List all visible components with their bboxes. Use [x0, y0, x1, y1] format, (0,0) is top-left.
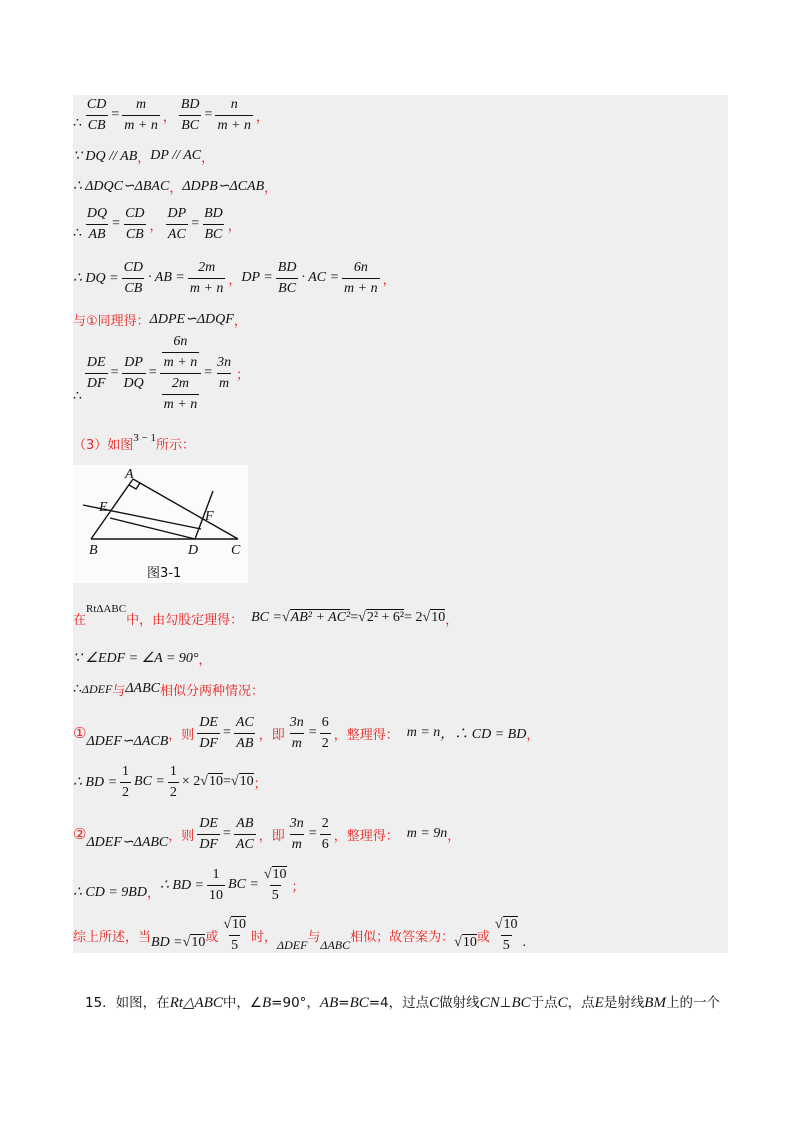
numerator: BD — [204, 205, 223, 221]
fraction — [320, 715, 331, 752]
denominator: DF — [197, 834, 220, 853]
segment-ed — [110, 518, 195, 539]
fraction — [122, 355, 146, 392]
question-text: 是射线 — [603, 995, 645, 1011]
numerator: AB — [236, 815, 254, 831]
denominator: m — [290, 733, 304, 752]
solution-line-6 — [73, 308, 247, 330]
math-expression: ΔABC — [320, 938, 351, 952]
math-expression: BC = — [228, 877, 259, 892]
fraction: $\frac{√10}{5}$ — [223, 916, 247, 953]
math-expression: ∴ CD = 9BD — [73, 885, 147, 900]
radicand: 2² + 6² — [366, 610, 405, 625]
math-variable: AB — [319, 995, 339, 1011]
solution-line-16: 综上所述，当 BD = √10 或 $\frac{√10}{5}$ 时， ΔDEF 与 ΔABC 相似；故答案为： √10 或 $\frac{√10}{5}$ . — [73, 913, 526, 957]
punctuation: ， — [201, 150, 215, 166]
fraction — [85, 355, 108, 392]
fraction — [123, 206, 146, 243]
denominator: BC — [203, 224, 225, 243]
explanation-text: 相似；故答案为： — [350, 929, 455, 945]
punctuation: ， — [256, 109, 270, 125]
label-f: F — [205, 509, 214, 524]
fraction — [120, 764, 131, 801]
numerator: 6 — [321, 714, 329, 730]
math-variable: B — [262, 995, 272, 1011]
numerator: BD — [180, 96, 200, 112]
question-text: =4，过点 — [368, 995, 430, 1011]
math-expression: BC = — [134, 774, 165, 789]
radicand: 10 — [462, 935, 477, 950]
punctuation: ， — [227, 218, 241, 234]
math-expression: × 2 — [181, 774, 201, 789]
math-expression: ΔABC — [125, 681, 160, 696]
explanation-text: 或 — [476, 929, 490, 945]
denominator: m + n — [162, 394, 200, 413]
punctuation: ， — [447, 828, 461, 844]
segment-ac — [133, 479, 238, 539]
math-expression: ΔDEF — [81, 681, 113, 696]
numerator: 10 — [503, 916, 518, 932]
numerator: DE — [199, 815, 218, 831]
explanation-text: ，整理得： — [333, 727, 399, 743]
right-angle-mark — [129, 483, 140, 489]
math-expression: RtΔABC — [86, 603, 127, 615]
geometry-figure — [73, 465, 248, 583]
fraction — [85, 206, 109, 243]
denominator: AC — [166, 224, 188, 243]
numerator: DP — [167, 205, 187, 221]
denominator: BC — [276, 278, 298, 297]
fraction — [288, 816, 306, 853]
math-expression: ，∴ CD = BD — [440, 727, 527, 742]
solution-line-4: ∴ $\frac{DQ}{AB}$ = $\frac{CD}{CB}$ ， $\frac{DP}{AC}$ = $\frac{BD}{BC}$ ， — [73, 203, 241, 245]
radicand: 10 — [239, 774, 254, 789]
explanation-text: 与 — [112, 683, 126, 699]
numerator: 10 — [272, 866, 287, 882]
math-variable: BC — [349, 995, 369, 1011]
math-variable: BM — [644, 995, 666, 1011]
solution-line-1 — [73, 95, 269, 135]
numerator: DP — [124, 354, 143, 370]
label-d: D — [188, 543, 199, 558]
fraction — [276, 260, 299, 297]
triangle-diagram — [73, 465, 248, 583]
explanation-text: 中，由勾股定理得： — [126, 612, 244, 628]
explanation-text: 则 — [181, 727, 195, 743]
solution-line-13: ∴ BD = $\frac{1}{2}$ BC = $\frac{1}{2}$ × 2 √10 = √10 ； — [73, 763, 267, 800]
fraction: $\frac{√10}{5}$ — [494, 916, 518, 953]
punctuation: ， — [198, 652, 212, 668]
solution-line-8 — [73, 432, 195, 454]
math-expression: BC = — [251, 610, 282, 625]
numerator: BD — [277, 259, 297, 275]
math-expression: ∵ DQ // AB — [73, 148, 138, 164]
separator: ， — [169, 180, 183, 196]
denominator: CB — [122, 278, 144, 297]
fraction — [85, 97, 108, 134]
question-text: 上的一个 — [665, 995, 720, 1011]
explanation-text: 时， — [251, 929, 278, 945]
solution-line-10 — [73, 647, 212, 669]
label-e: E — [99, 500, 108, 515]
math-variable: C — [429, 995, 440, 1011]
numerator: n — [230, 96, 238, 112]
math-variable: C — [557, 995, 568, 1011]
numerator — [160, 334, 202, 373]
fraction — [215, 355, 233, 392]
math-expression: ∴ BD = — [159, 877, 205, 893]
radicand: AB² + AC² — [290, 610, 351, 625]
denominator: m + n — [122, 115, 160, 134]
denominator: 5 — [501, 935, 512, 954]
numerator: m — [136, 96, 147, 112]
explanation-text: 所示： — [156, 437, 196, 453]
radicand: 10 — [431, 610, 446, 625]
complex-fraction — [160, 334, 202, 413]
solution-line-12: ① ΔDEF∽ΔACB ， 则 $\frac{DE}{DF}$ = $\frac{AC}{AB}$ ，即 $\frac{3n}{m}$ = $\frac{6}{2}$ ，整理得： m = n ，∴ CD = BD ， — [73, 712, 539, 754]
numerator: 2m — [171, 375, 189, 391]
denominator: m + n — [215, 115, 253, 134]
explanation-text: 或 — [205, 929, 219, 945]
denominator: 5 — [270, 885, 281, 904]
denominator: m — [290, 834, 304, 853]
punctuation: ， — [382, 272, 396, 288]
solution-line-7: ∴ $\frac{DE}{DF}$ = $\frac{DP}{DQ}$ = $\frac{\frac{6n}{m + n}}{\frac{2m}{m + n}}$ = $\frac{3n}{m}$ ； — [73, 333, 250, 412]
math-variable: E — [594, 995, 604, 1011]
numerator: DQ — [86, 205, 108, 221]
math-expression: ∴ ΔDQC∽ΔBAC — [73, 178, 170, 194]
fraction — [234, 715, 256, 752]
explanation-text: 则 — [181, 828, 195, 844]
therefore-symbol: ∴ — [73, 681, 82, 697]
label-b: B — [89, 543, 98, 558]
denominator — [160, 373, 202, 413]
numerator: 2 — [321, 815, 329, 831]
numerator: 10 — [232, 916, 247, 932]
equals: = — [111, 107, 120, 122]
solution-line-3 — [73, 175, 277, 197]
denominator: 2 — [168, 782, 179, 801]
fraction — [207, 867, 225, 904]
question-15 — [85, 991, 720, 1012]
denominator: m + n — [342, 278, 380, 297]
figure-caption: 图3-1 — [147, 566, 182, 581]
therefore-symbol: ∴ — [73, 389, 82, 404]
numerator: 2m — [198, 259, 216, 275]
fraction — [234, 816, 256, 853]
therefore-symbol: ∴ — [73, 116, 82, 131]
explanation-text: 相似分两种情况： — [159, 683, 264, 699]
denominator: AC — [234, 834, 256, 853]
question-text: =90°， — [271, 995, 320, 1011]
fraction — [320, 816, 331, 853]
numerator: 3n — [217, 354, 232, 370]
separator: ， — [168, 828, 182, 844]
punctuation: ； — [236, 367, 250, 383]
numerator: 1 — [212, 866, 220, 882]
fraction — [122, 260, 145, 297]
equals: = — [222, 774, 231, 789]
fraction — [188, 260, 226, 297]
math-expression: ΔDEF∽ΔABC — [86, 835, 169, 850]
math-variable: CN — [479, 995, 500, 1011]
denominator: AB — [234, 733, 255, 752]
math-expression: DP = — [241, 270, 273, 285]
punctuation: ， — [264, 180, 278, 196]
denominator: DQ — [122, 373, 146, 392]
fraction — [168, 764, 179, 801]
explanation-text: ，整理得： — [333, 828, 399, 844]
equals: = — [204, 107, 213, 122]
denominator: DF — [85, 373, 108, 392]
math-expression: ΔDEF∽ΔACB — [86, 734, 169, 749]
denominator: 5 — [229, 935, 240, 954]
explanation-text: 综上所述，当 — [73, 929, 152, 945]
denominator: 2 — [120, 782, 131, 801]
separator: ， — [162, 109, 176, 125]
math-expression: ΔDEF — [277, 938, 308, 952]
denominator: m + n — [162, 352, 200, 371]
numerator: CD — [86, 96, 107, 112]
separator: ， — [149, 218, 163, 234]
math-expression: Rt△ABC — [169, 995, 223, 1011]
equals: = — [350, 610, 359, 625]
denominator: BC — [179, 115, 201, 134]
denominator: CB — [86, 115, 108, 134]
label-c: C — [231, 543, 241, 558]
solution-line-9: 在 RtΔABC 中，由勾股定理得： BC = √AB² + AC² = √2² + 6² = 2 √10 ， — [73, 603, 459, 628]
case-number: ① — [73, 724, 87, 742]
explanation-text: ，即 — [258, 727, 285, 743]
therefore-symbol: ∴ — [73, 226, 82, 241]
denominator: CB — [124, 224, 146, 243]
math-expression: · AB = — [148, 270, 185, 285]
math-expression: ΔDPE∽ΔDQF — [149, 311, 234, 327]
math-expression: · AC = — [301, 270, 340, 285]
denominator: m + n — [188, 278, 226, 297]
math-expression: DP // AC — [150, 148, 202, 163]
numerator: AC — [235, 714, 254, 730]
math-variable: BC — [511, 995, 531, 1011]
punctuation: . — [522, 935, 527, 950]
fraction — [288, 715, 306, 752]
denominator: m — [217, 373, 231, 392]
question-number: 15．如图，在 — [85, 995, 170, 1011]
fraction — [215, 97, 253, 134]
punctuation: ； — [253, 776, 267, 792]
question-text: 做射线 — [439, 995, 480, 1011]
explanation-text: （3）如图 — [73, 437, 134, 453]
numerator: DE — [199, 714, 218, 730]
label-a: A — [125, 467, 134, 482]
numerator: 1 — [122, 763, 130, 779]
figure-reference: 3 − 1 — [133, 432, 156, 444]
numerator: 3n — [289, 815, 304, 831]
punctuation: ， — [233, 313, 247, 329]
numerator: 6n — [353, 259, 368, 275]
numerator: 6n — [173, 333, 188, 349]
fraction — [179, 97, 202, 134]
math-expression: m = 9n — [406, 826, 448, 841]
numerator: DE — [86, 354, 106, 370]
explanation-text: ，即 — [258, 828, 285, 844]
solution-line-5 — [73, 257, 396, 299]
fraction — [197, 816, 220, 853]
fraction — [342, 260, 380, 297]
separator: ， — [137, 150, 151, 166]
math-expression: m = n — [406, 725, 441, 740]
punctuation: ； — [291, 879, 305, 895]
explanation-text: 与①同理得： — [73, 313, 150, 329]
punctuation: ， — [445, 612, 459, 628]
separator: ， — [146, 886, 160, 901]
numerator: CD — [123, 259, 144, 275]
denominator: 6 — [320, 834, 331, 853]
separator: ， — [168, 727, 182, 743]
denominator: 2 — [320, 733, 331, 752]
radicand: 10 — [191, 935, 206, 950]
punctuation: ， — [526, 727, 540, 743]
question-text: ，点 — [567, 995, 595, 1011]
fraction — [202, 206, 225, 243]
math-expression: ∴ DQ = — [73, 270, 119, 286]
denominator: 10 — [207, 885, 225, 904]
denominator: AB — [86, 224, 107, 243]
solution-line-2 — [73, 145, 214, 167]
numerator: CD — [125, 205, 145, 221]
question-text: = — [338, 995, 350, 1011]
solution-line-15 — [73, 863, 305, 907]
fraction — [166, 206, 189, 243]
question-text: 中，∠ — [222, 995, 262, 1011]
explanation-text: 与 — [307, 929, 321, 945]
case-number: ② — [73, 825, 87, 843]
math-expression: ∵ ∠EDF = ∠A = 90° — [73, 650, 199, 666]
numerator: 1 — [169, 763, 177, 779]
math-expression: ΔDPB∽ΔCAB — [182, 178, 265, 194]
fraction — [197, 715, 220, 752]
fraction: $\frac{√10}{5}$ — [263, 866, 287, 903]
math-expression: = 2 — [404, 610, 423, 625]
fraction — [122, 97, 160, 134]
question-text: ⊥ — [499, 995, 512, 1011]
explanation-text: 在 — [73, 612, 87, 628]
segment-ba — [91, 479, 133, 539]
question-text: 于点 — [530, 995, 558, 1011]
math-expression: ∴ BD = — [73, 774, 118, 790]
solution-line-11 — [73, 678, 264, 700]
solution-line-14: ② ΔDEF∽ΔABC ， 则 $\frac{DE}{DF}$ = $\frac{AB}{AC}$ ，即 $\frac{3n}{m}$ = $\frac{2}{6}$ ，整理得： m = 9n ， — [73, 813, 460, 855]
numerator: 3n — [289, 714, 304, 730]
math-expression: BD = — [151, 935, 183, 950]
radicand: 10 — [208, 774, 223, 789]
separator: ， — [228, 272, 242, 288]
denominator: DF — [197, 733, 220, 752]
